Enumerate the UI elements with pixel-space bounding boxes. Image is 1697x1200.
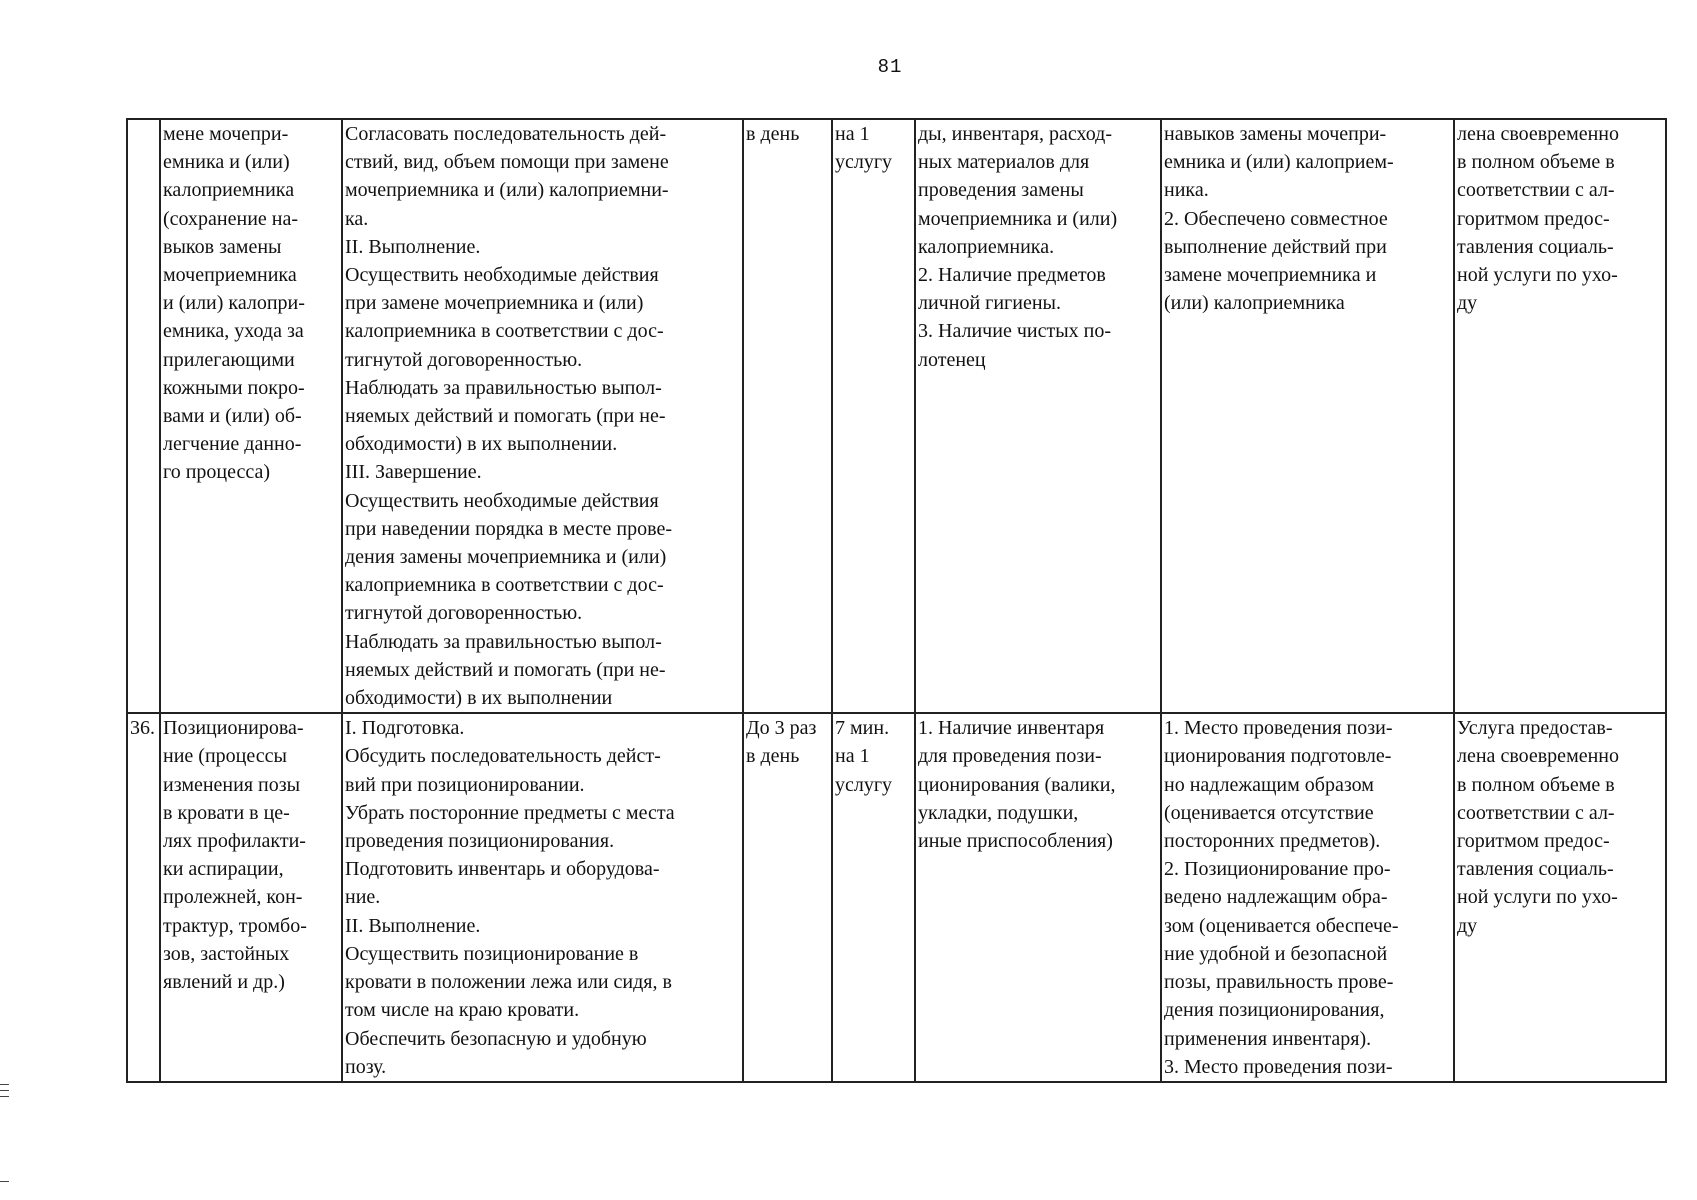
cell-line: лена своевременно: [1457, 123, 1620, 145]
cell-line: ной услуги по ухо-: [1457, 886, 1618, 909]
cell-line: при замене мочеприемника и (или): [345, 292, 644, 315]
cell-line: мочеприемника и (или) калоприемни-: [345, 179, 669, 202]
cell-frequency: [743, 713, 832, 1082]
cell-line: няемых действий и помогать (при не-: [345, 658, 666, 681]
cell-line: II. Выполнение.: [345, 235, 481, 258]
cell-line: в полном объеме в: [1457, 773, 1615, 796]
margin-mark: [0, 1096, 9, 1097]
cell-line: ных материалов для: [918, 151, 1090, 174]
cell-line: ки аспирации,: [163, 858, 284, 881]
cell-line: трактур, тромбо-: [163, 914, 307, 937]
cell-line: проведения позиционирования.: [345, 830, 615, 853]
cell-line: Обеспечить безопасную и удобную: [345, 1027, 647, 1050]
cell-line: калоприемника в соответствии с дос-: [345, 574, 664, 597]
cell-conditions: [915, 119, 1161, 713]
cell-line: для проведения пози-: [918, 745, 1102, 768]
cell-line: укладки, подушки,: [918, 801, 1079, 824]
cell-frequency: [743, 119, 832, 713]
cell-line: Наблюдать за правильностью выпол-: [345, 376, 662, 399]
cell-line: дения замены мочеприемника и (или): [345, 546, 667, 569]
cell-line: II. Выполнение.: [345, 914, 481, 937]
cell-line: лена своевременно: [1457, 745, 1620, 768]
cell-line: III. Завершение.: [345, 461, 482, 484]
cell-line: кровати в положении лежа или сидя, в: [345, 971, 672, 994]
cell-line: и (или) калопри-: [163, 292, 305, 315]
cell-line: в кровати в це-: [163, 801, 290, 824]
cell-line: соответствии с ал-: [1457, 179, 1615, 202]
cell-line: на 1: [835, 745, 870, 768]
cell-line: мочеприемника и (или): [918, 207, 1118, 230]
cell-line: тигнутой договоренностью.: [345, 348, 583, 371]
cell-line: Наблюдать за правильностью выпол-: [345, 630, 662, 653]
cell-line: Согласовать последовательность дей-: [345, 123, 667, 145]
cell-line: дения позиционирования,: [1164, 999, 1385, 1022]
cell-line: Осуществить необходимые действия: [345, 264, 659, 287]
cell-line: Обсудить последовательность дейст-: [345, 745, 661, 768]
cell-line: вами и (или) об-: [163, 405, 302, 428]
cell-line: (или) калоприемника: [1164, 292, 1345, 315]
cell-line: ка.: [345, 207, 369, 230]
row-number: 36.: [130, 717, 155, 740]
margin-mark: [0, 1084, 9, 1085]
cell-line: 1. Наличие инвентаря: [918, 717, 1105, 740]
margin-mark: [0, 1090, 9, 1091]
cell-line: ведено надлежащим обра-: [1164, 886, 1388, 909]
cell-line: личной гигиены.: [918, 292, 1061, 315]
cell-line: ционирования (валики,: [918, 773, 1116, 796]
cell-line: ника.: [1164, 179, 1209, 202]
cell-name: [160, 713, 342, 1082]
cell-name: [160, 119, 342, 713]
cell-line: калоприемника: [163, 179, 295, 202]
cell-line: проведения замены: [918, 179, 1084, 202]
cell-line: До 3 раз: [746, 717, 817, 740]
cell-line: емника и (или) калоприем-: [1164, 151, 1394, 174]
cell-line: услугу: [835, 773, 893, 796]
cell-line: ду: [1457, 292, 1478, 315]
cell-quality: [1161, 119, 1454, 713]
cell-line: ние удобной и безопасной: [1164, 942, 1388, 965]
cell-line: позы, правильность прове-: [1164, 971, 1394, 994]
cell-line: соответствии с ал-: [1457, 801, 1615, 824]
cell-line: лях профилакти-: [163, 830, 306, 853]
cell-line: услугу: [835, 151, 893, 174]
cell-line: тигнутой договоренностью.: [345, 602, 583, 625]
cell-line: на 1: [835, 123, 870, 145]
cell-line: в день: [746, 745, 800, 768]
cell-line: Убрать посторонние предметы с места: [345, 801, 675, 824]
cell-line: го процесса): [163, 461, 271, 484]
cell-line: позу.: [345, 1055, 387, 1078]
cell-line: кожными покро-: [163, 376, 305, 399]
cell-line: 2. Позиционирование про-: [1164, 858, 1391, 881]
cell-line: 1. Место проведения пози-: [1164, 717, 1393, 740]
cell-line: Услуга предостав-: [1457, 717, 1613, 740]
cell-line: Позиционирова-: [163, 717, 304, 740]
cell-line: Осуществить позиционирование в: [345, 942, 639, 965]
cell-line: обходимости) в их выполнении: [345, 687, 613, 710]
cell-line: изменения позы: [163, 773, 301, 796]
cell-line: замене мочеприемника и: [1164, 264, 1377, 287]
cell-line: тавления социаль-: [1457, 858, 1614, 881]
cell-line: ционирования подготовле-: [1164, 745, 1392, 768]
cell-line: ствий, вид, объем помощи при замене: [345, 151, 669, 174]
cell-line: калоприемника в соответствии с дос-: [345, 320, 664, 343]
cell-line: (сохранение на-: [163, 207, 299, 230]
cell-procedure: [342, 713, 743, 1082]
cell-line: посторонних предметов).: [1164, 830, 1381, 853]
cell-line: ды, инвентаря, расход-: [918, 123, 1112, 145]
cell-line: при наведении порядка в месте прове-: [345, 517, 672, 540]
cell-line: ной услуги по ухо-: [1457, 264, 1618, 287]
cell-line: тавления социаль-: [1457, 235, 1614, 258]
cell-line: Подготовить инвентарь и оборудова-: [345, 858, 660, 881]
cell-line: ду: [1457, 914, 1478, 937]
cell-line: обходимости) в их выполнении.: [345, 433, 618, 456]
cell-result: [1454, 713, 1666, 1082]
cell-result: [1454, 119, 1666, 713]
cell-line: явлений и др.): [163, 971, 285, 994]
cell-line: том числе на краю кровати.: [345, 999, 580, 1022]
table-row: [127, 713, 1666, 1082]
cell-line: мене мочепри-: [163, 123, 289, 145]
cell-line: вий при позиционировании.: [345, 773, 585, 796]
cell-line: применения инвентаря).: [1164, 1027, 1372, 1050]
cell-line: 2. Обеспечено совместное: [1164, 207, 1388, 230]
cell-conditions: [915, 713, 1161, 1082]
cell-quality: [1161, 713, 1454, 1082]
cell-num: [127, 713, 160, 1082]
cell-line: легчение данно-: [163, 433, 302, 456]
table-row: [127, 119, 1666, 713]
cell-line: выков замены: [163, 235, 282, 258]
cell-time: [832, 713, 915, 1082]
cell-line: прилегающими: [163, 348, 295, 371]
cell-line: ние.: [345, 886, 381, 909]
cell-line: емника и (или): [163, 151, 290, 174]
page-number: 81: [877, 56, 903, 78]
cell-line: I. Подготовка.: [345, 717, 465, 740]
cell-line: горитмом предос-: [1457, 830, 1610, 853]
cell-line: горитмом предос-: [1457, 207, 1610, 230]
cell-line: иные приспособления): [918, 830, 1113, 853]
cell-line: выполнение действий при: [1164, 235, 1387, 258]
margin-mark: [0, 1181, 9, 1182]
cell-line: 3. Место проведения пози-: [1164, 1055, 1393, 1078]
cell-line: 2. Наличие предметов: [918, 264, 1106, 287]
cell-line: калоприемника.: [918, 235, 1055, 258]
cell-line: няемых действий и помогать (при не-: [345, 405, 666, 428]
cell-line: емника, ухода за: [163, 320, 304, 343]
cell-line: в день: [746, 123, 800, 145]
cell-line: зом (оценивается обеспече-: [1164, 914, 1399, 937]
cell-line: лотенец: [918, 348, 986, 371]
cell-line: 3. Наличие чистых по-: [918, 320, 1111, 343]
cell-line: (оценивается отсутствие: [1164, 801, 1374, 824]
cell-line: зов, застойных: [163, 942, 290, 965]
cell-line: пролежней, кон-: [163, 886, 303, 909]
cell-line: ние (процессы: [163, 745, 287, 768]
cell-line: но надлежащим образом: [1164, 773, 1374, 796]
cell-num: [127, 119, 160, 713]
cell-line: в полном объеме в: [1457, 151, 1615, 174]
cell-line: 7 мин.: [835, 717, 890, 740]
cell-line: навыков замены мочепри-: [1164, 123, 1387, 145]
services-table: [126, 118, 1667, 1083]
cell-time: [832, 119, 915, 713]
cell-procedure: [342, 119, 743, 713]
cell-line: Осуществить необходимые действия: [345, 489, 659, 512]
cell-line: мочеприемника: [163, 264, 297, 287]
